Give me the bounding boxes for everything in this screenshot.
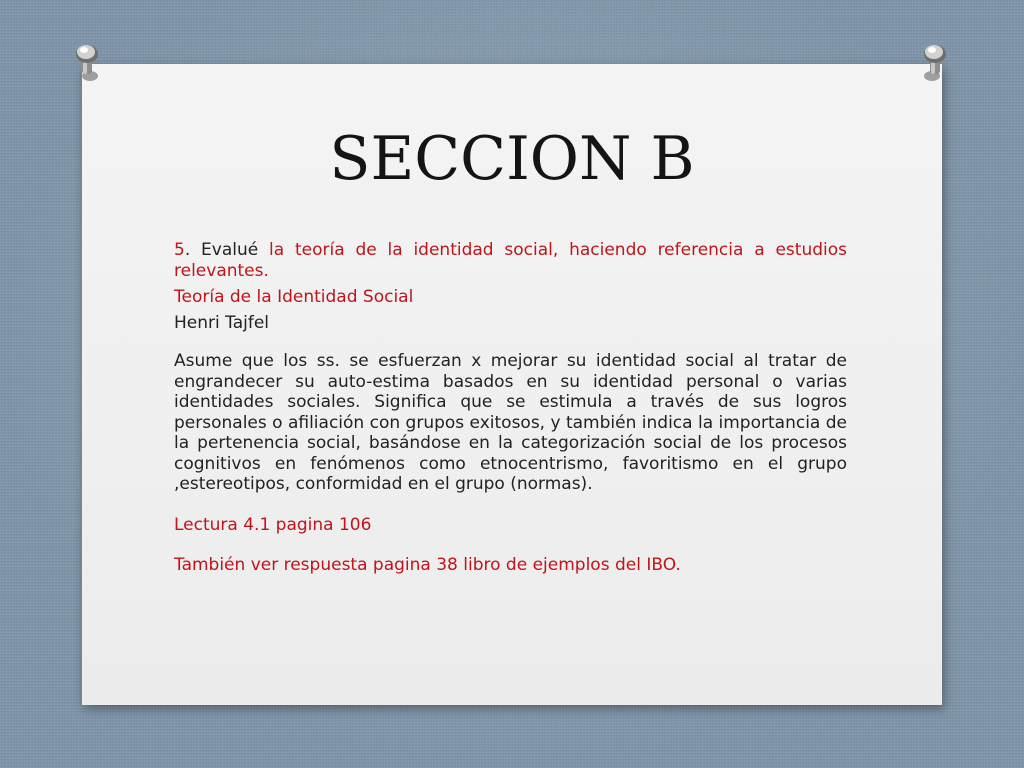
pushpin-right-icon <box>918 42 952 86</box>
question-number: 5 <box>174 240 185 260</box>
theory-description: Asume que los ss. se esfuerzan x mejorar su identidad social al tratar de engrandecer su auto-estima basados en su identidad personal o varias identidades sociales. Significa que se estimula a través de sus logros personales o afiliación con grupos exitosos, y también indica la importancia de la pertenencia social, basándose en la categorización social de los procesos cognitivos en fenómenos como etnocentrismo, favoritismo en el grupo ,estereotipos, conformidad en el grupo (normas). <box>174 351 847 494</box>
theory-name: Teoría de la Identidad Social <box>174 287 414 307</box>
author-name: Henri Tajfel <box>174 312 270 333</box>
question-text <box>174 240 847 281</box>
pushpin-left-icon <box>70 42 104 86</box>
slide-title: SECCION B <box>329 124 695 194</box>
see-also-reference: También ver respuesta pagina 38 libro de ejemplos del IBO. <box>174 555 681 575</box>
reading-reference: Lectura 4.1 pagina 106 <box>174 514 372 535</box>
question-rest: la teoría de la identidad social, haciendo referencia a estudios relevantes. <box>174 240 847 281</box>
slide-body <box>174 240 847 576</box>
question-verb: . Evalué <box>184 240 259 260</box>
